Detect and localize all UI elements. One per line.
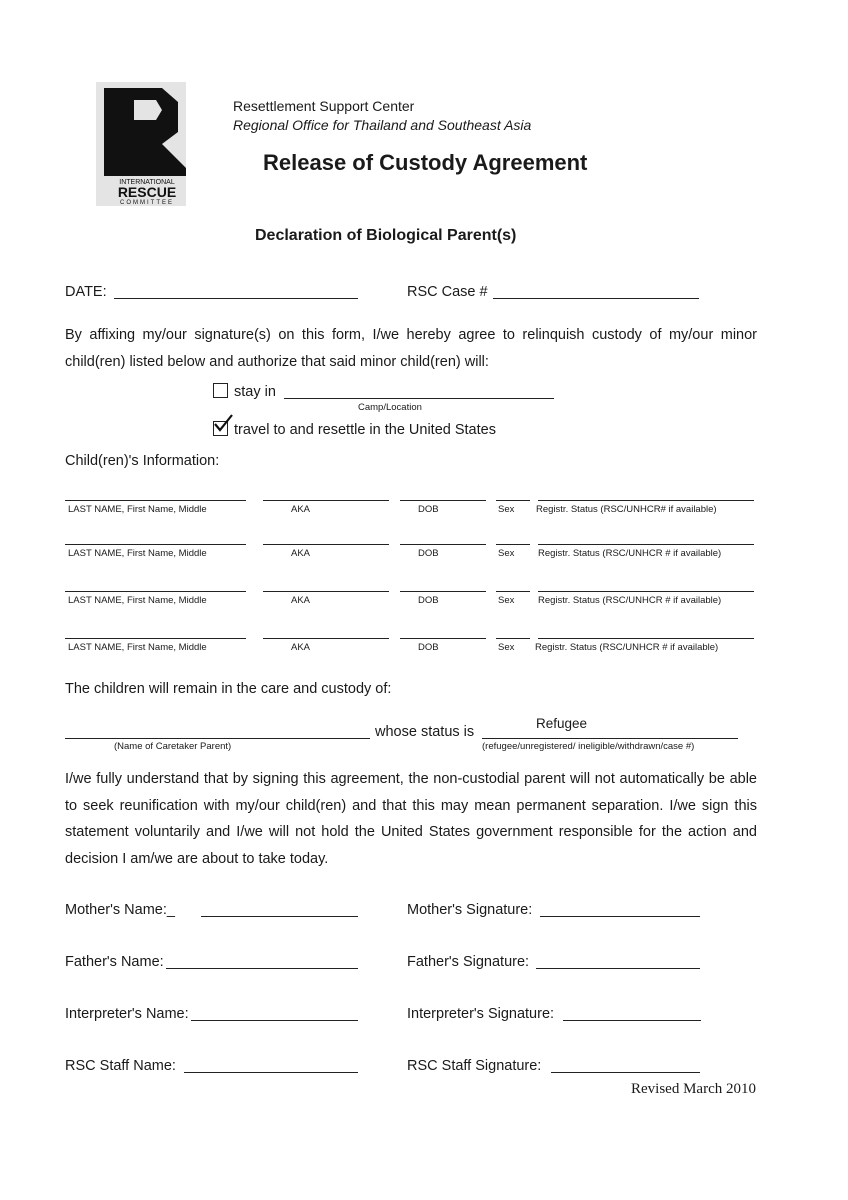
case-label: RSC Case # xyxy=(407,284,488,300)
child-name-field[interactable] xyxy=(65,591,246,592)
status-caption: (refugee/unregistered/ ineligible/withdrawn/case #) xyxy=(482,741,695,752)
child-status-field[interactable] xyxy=(538,638,754,639)
father-name-label: Father's Name: xyxy=(65,954,164,970)
caption-dob: DOB xyxy=(418,548,439,559)
caption-dob: DOB xyxy=(418,642,439,653)
child-aka-field[interactable] xyxy=(263,500,389,501)
father-signature-label: Father's Signature: xyxy=(407,954,530,970)
caption-sex: Sex xyxy=(498,504,515,515)
stay-label: stay in xyxy=(234,384,276,400)
page-title: Release of Custody Agreement xyxy=(263,150,588,175)
staff-name-label: RSC Staff Name: xyxy=(65,1058,176,1074)
date-label: DATE: xyxy=(65,284,107,300)
date-field[interactable] xyxy=(114,298,358,299)
caption-status: Registr. Status (RSC/UNHCR # if available) xyxy=(535,642,719,653)
caption-status: Registr. Status (RSC/UNHCR# if available) xyxy=(536,504,717,515)
caption-sex: Sex xyxy=(498,548,515,559)
child-sex-field[interactable] xyxy=(496,638,530,639)
staff-signature-field[interactable] xyxy=(551,1072,700,1073)
org-name: Resettlement Support Center xyxy=(233,98,415,114)
caption-sex: Sex xyxy=(498,595,515,606)
staff-signature-label: RSC Staff Signature: xyxy=(407,1058,542,1074)
interpreter-name-field[interactable] xyxy=(191,1020,358,1021)
children-heading: Child(ren)'s Information: xyxy=(65,453,220,469)
intro-paragraph: By affixing my/our signature(s) on this form, I/we hereby agree to relinquish custody of my/our minor child(ren) listed below and authorize that said minor child(ren) will: xyxy=(65,327,757,370)
father-signature-field[interactable] xyxy=(536,968,700,969)
child-name-field[interactable] xyxy=(65,544,246,545)
child-dob-field[interactable] xyxy=(400,544,486,545)
org-office: Regional Office for Thailand and Southeast Asia xyxy=(233,117,532,133)
svg-text:COMMITTEE: COMMITTEE xyxy=(120,200,174,206)
child-status-field[interactable] xyxy=(538,544,754,545)
interpreter-signature-field[interactable] xyxy=(563,1020,701,1021)
irc-logo xyxy=(90,80,202,206)
caption-aka: AKA xyxy=(291,504,311,515)
travel-label: travel to and resettle in the United States xyxy=(234,422,496,438)
caption-status: Registr. Status (RSC/UNHCR # if available) xyxy=(538,595,722,606)
caption-name: LAST NAME, First Name, Middle xyxy=(68,504,207,515)
child-dob-field[interactable] xyxy=(400,591,486,592)
caption-status: Registr. Status (RSC/UNHCR # if available) xyxy=(538,548,722,559)
child-aka-field[interactable] xyxy=(263,544,389,545)
status-field[interactable] xyxy=(482,738,738,739)
caption-aka: AKA xyxy=(291,548,311,559)
caption-sex: Sex xyxy=(498,642,515,653)
camp-location-field[interactable] xyxy=(284,398,554,399)
caption-name: LAST NAME, First Name, Middle xyxy=(68,595,207,606)
caption-dob: DOB xyxy=(418,504,439,515)
mother-signature-field[interactable] xyxy=(540,916,700,917)
svg-text:INTERNATIONAL: INTERNATIONAL xyxy=(119,179,175,186)
status-value: Refugee xyxy=(536,716,588,731)
interpreter-name-label: Interpreter's Name: xyxy=(65,1006,189,1022)
status-label: whose status is xyxy=(375,724,475,740)
child-dob-field[interactable] xyxy=(400,500,486,501)
svg-text:RESCUE: RESCUE xyxy=(117,184,177,200)
caption-name: LAST NAME, First Name, Middle xyxy=(68,548,207,559)
caption-aka: AKA xyxy=(291,642,311,653)
mother-name-label: Mother's Name:_ xyxy=(65,902,175,918)
caretaker-name-field[interactable] xyxy=(65,738,370,739)
child-name-field[interactable] xyxy=(65,500,246,501)
interpreter-signature-label: Interpreter's Signature: xyxy=(407,1006,555,1022)
child-aka-field[interactable] xyxy=(263,638,389,639)
check-mark-icon xyxy=(212,413,234,435)
caption-name: LAST NAME, First Name, Middle xyxy=(68,642,207,653)
camp-caption: Camp/Location xyxy=(358,402,422,413)
caption-dob: DOB xyxy=(418,595,439,606)
statement-paragraph: I/we fully understand that by signing this agreement, the non-custodial parent will not automatically be able to seek reunification with my/our child(ren) and that this may mean permanent separation. I/we sign this statement voluntarily and I/we will not hold the United States government responsible for the action and decision I am/we are about to take today. xyxy=(65,771,757,867)
father-name-field[interactable] xyxy=(166,968,358,969)
stay-checkbox[interactable] xyxy=(213,383,228,398)
case-number-field[interactable] xyxy=(493,298,699,299)
child-sex-field[interactable] xyxy=(496,544,530,545)
staff-name-field[interactable] xyxy=(184,1072,358,1073)
child-status-field[interactable] xyxy=(538,500,754,501)
child-aka-field[interactable] xyxy=(263,591,389,592)
travel-checkbox[interactable] xyxy=(213,421,228,436)
mother-name-field[interactable] xyxy=(201,916,358,917)
child-sex-field[interactable] xyxy=(496,591,530,592)
child-status-field[interactable] xyxy=(538,591,754,592)
caretaker-caption: (Name of Caretaker Parent) xyxy=(114,741,232,752)
custody-text: The children will remain in the care and custody of: xyxy=(65,681,392,697)
page-subtitle: Declaration of Biological Parent(s) xyxy=(255,227,517,244)
child-sex-field[interactable] xyxy=(496,500,530,501)
child-name-field[interactable] xyxy=(65,638,246,639)
child-dob-field[interactable] xyxy=(400,638,486,639)
caption-aka: AKA xyxy=(291,595,311,606)
revised-date: Revised March 2010 xyxy=(631,1081,756,1097)
mother-signature-label: Mother's Signature: xyxy=(407,902,533,918)
